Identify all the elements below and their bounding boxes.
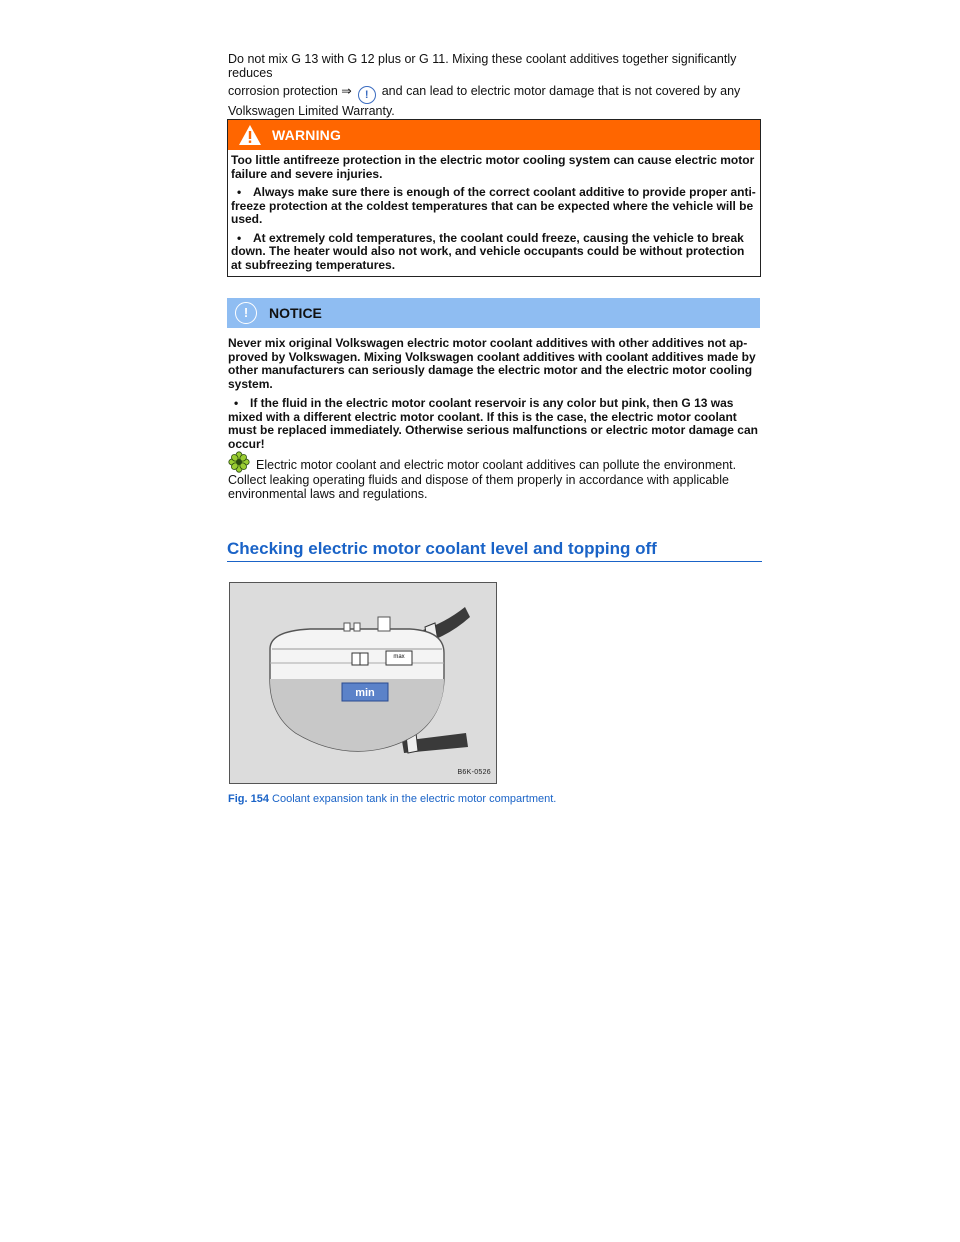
intro-line-1: Do not mix G 13 with G 12 plus or G 11. Mixing these coolant additives together significantly reduces xyxy=(228,52,737,80)
figure-image[interactable] xyxy=(229,582,497,784)
warning-header xyxy=(228,120,760,150)
caption-number: Fig. 154 xyxy=(228,793,269,805)
warning-box xyxy=(227,119,761,277)
intro-text: corrosion protection ⇒ xyxy=(228,84,352,98)
intro-line-3: Volkswagen Limited Warranty. xyxy=(228,104,395,118)
figure-caption xyxy=(228,792,762,806)
min-label: min xyxy=(355,687,375,699)
intro-text-cont: and can lead to electric motor damage that is not covered by any xyxy=(381,84,741,98)
intro-paragraph xyxy=(228,52,763,118)
environment-note xyxy=(228,451,762,501)
warning-triangle-icon xyxy=(238,124,262,146)
warning-bullet xyxy=(231,232,758,273)
notice-intro: Never mix original Volkswagen electric motor coolant additives with other additives not ap-proved by Volkswagen. Mixing Volkswagen coolant additives with coolant additives made by other manufacturers can seriously damage the electric motor and the electric motor cooling system. xyxy=(228,336,756,391)
caption-text: Coolant expansion tank in the electric motor compartment. xyxy=(272,793,557,805)
flower-icon xyxy=(228,451,250,473)
notice-icon[interactable]: ! xyxy=(358,86,376,104)
bullet-icon: • xyxy=(237,230,242,245)
figure-code: B6K-0526 xyxy=(457,769,491,776)
bullet-icon: • xyxy=(237,185,242,199)
environment-text: Electric motor coolant and electric motor coolant additives can pollute the environment. Collect leaking operating fluids and dispose of them properly in accordance with applicable environmental laws and regulations. xyxy=(228,458,737,501)
coolant-tank-illustration xyxy=(230,583,496,783)
warning-bullet-text: At extremely cold temperatures, the coolant could freeze, causing the vehicle to break down. The heater would also not work, and vehicle occupants could be without protection at subfreezing temperatures. xyxy=(231,230,745,272)
warning-intro: Too little antifreeze protection in the electric motor cooling system can cause electric motor failure and severe injuries. xyxy=(231,153,755,181)
intro-line-2 xyxy=(228,84,763,104)
notice-title: NOTICE xyxy=(269,305,322,321)
notice-icon: ! xyxy=(235,302,257,324)
notice-header xyxy=(227,298,760,328)
notice-bullet-text: If the fluid in the electric motor coolant reservoir is any color but pink, then G 13 was mixed with a different electric motor coolant. If this is the case, the electric motor coolant must be replaced immediately. Otherwise serious malfunctions or electric motor damage can occur! xyxy=(228,396,758,451)
section-title: Checking electric motor coolant level and topping off xyxy=(227,539,762,562)
warning-bullet-text: Always make sure there is enough of the correct coolant additive to provide proper anti-freeze protection at the coldest temperatures that can be expected where the vehicle will be used. xyxy=(231,185,756,226)
warning-title: WARNING xyxy=(272,127,342,143)
bullet-icon: • xyxy=(234,396,239,410)
warning-bullet xyxy=(231,186,758,227)
max-label: max xyxy=(393,654,405,660)
notice-body xyxy=(228,337,762,457)
notice-bullet xyxy=(228,397,762,451)
warning-body xyxy=(228,150,760,276)
